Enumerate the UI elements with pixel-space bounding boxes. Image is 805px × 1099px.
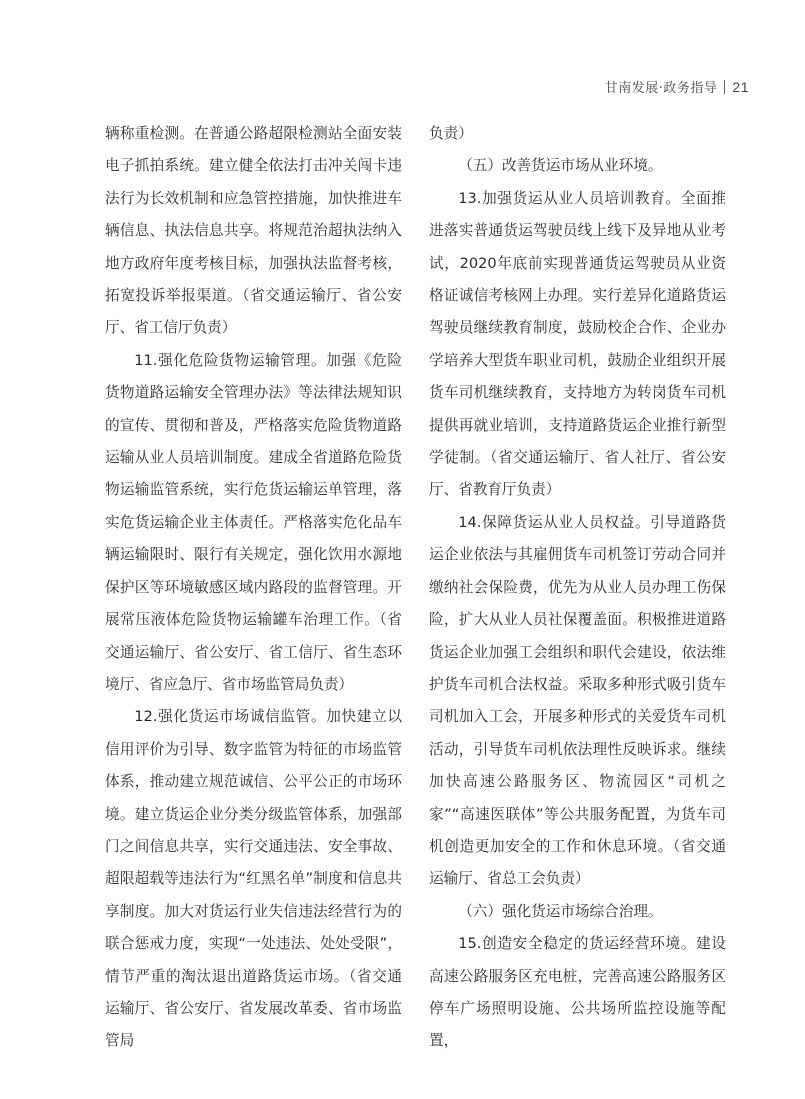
paragraph: 12.强化货运市场诚信监管。加快建立以信用评价为引导、数字监管为特征的市场监管体系，推动建立规范诚信、公平公正的市场环境。建立货运企业分类分级监管体系，加强部门之间信息共享，实行交通违法、安全事故、超限超载等违法行为“红黑名单”制度和信息共享制度。加大对货运行业失信违法经营行为的联合惩戒力度，实现“一处违法、处处受限”，情节严重的淘汰退出道路货运市场。（省交通运输厅、省公安厅、省发展改革委、省市场监管局 [105,708,402,1050]
paragraph: 11.强化危险货物运输管理。加强《危险货物道路运输安全管理办法》等法律法规知识的宣传、贯彻和普及，严格落实危险货物道路运输从业人员培训制度。建成全省道路危险货物运输监管系统，实行危货运输运单管理，落实危货运输企业主体责任。严格落实危化品车辆运输限时、限行有关规定，强化饮用水源地保护区等环境敏感区域内路段的监督管理。开展常压液体危险货物运输罐车治理工作。（省交通运输厅、省公安厅、省工信厅、省生态环境厅、省应急厅、省市场监管局负责） [105,351,402,693]
header-title: 甘南发展·政务指导 [604,81,718,96]
paragraph: 13.加强货运从业人员培训教育。全面推进落实普通货运驾驶员线上线下及异地从业考试，2020年底前实现普通货运驾驶员从业资格证诚信考核网上办理。实行差异化道路货运驾驶员继续教育制度，鼓励校企合作、企业办学培养大型货车职业司机，鼓励企业组织开展货车司机继续教育，支持地方为转岗货车司机提供再就业培训，支持道路货运企业推行新型学徒制。（省交通运输厅、省人社厅、省公安厅、省教育厅负责） [429,189,726,499]
paragraph: 14.保障货运从业人员权益。引导道路货运企业依法与其雇佣货车司机签订劳动合同并缴纳社会保险费，优先为从业人员办理工伤保险，扩大从业人员社保覆盖面。积极推进道路货运企业加强工会组织和职代会建设，依法维护货车司机合法权益。采取多种形式吸引货车司机加入工会，开展多种形式的关爱货车司机活动，引导货车司机依法理性反映诉求。继续加快高速公路服务区、物流园区“司机之家”“高速医联体”等公共服务配置，为货车司机创造更加安全的工作和休息环境。（省交通运输厅、省总工会负责） [429,513,726,888]
section-heading: （六）强化货运市场综合治理。 [458,902,663,920]
paragraph: 负责） [429,125,473,142]
right-column [429,118,726,1058]
section-heading: （五）改善货运市场从业环境。 [458,157,663,175]
running-header [605,77,749,96]
left-column [105,118,402,1058]
paragraph: 15.创造安全稳定的货运经营环境。建设高速公路服务区充电桩，完善高速公路服务区停车广场照明设施、公共场所监控设施等配置， [429,935,726,1050]
paragraph: 辆称重检测。在普通公路超限检测站全面安装电子抓拍系统。建立健全依法打击冲关闯卡违法行为长效机制和应急管控措施，加快推进车辆信息、执法信息共享。将规范治超执法纳入地方政府年度考核目标，加强执法监督考核，拓宽投诉举报渠道。（省交通运输厅、省公安厅、省工信厅负责） [105,125,402,337]
header-divider [724,80,725,94]
page-number: 21 [732,78,749,95]
